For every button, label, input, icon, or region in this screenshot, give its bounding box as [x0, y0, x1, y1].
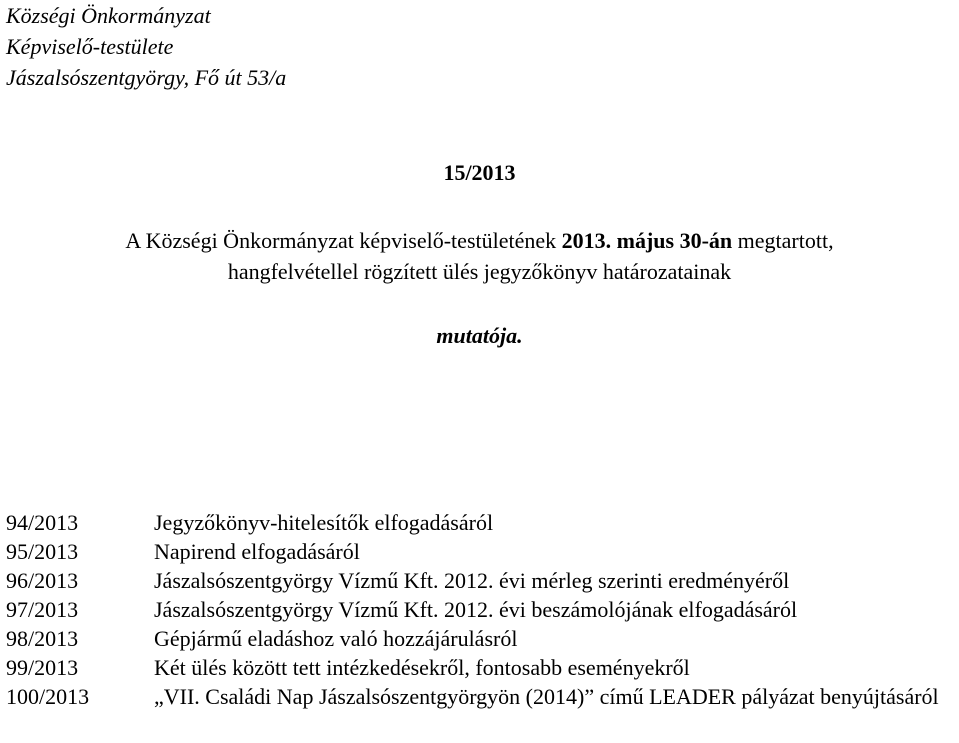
- list-item: [6, 653, 954, 682]
- resolution-title: „VII. Családi Nap Jászalsószentgyörgyön (2014)” című LEADER pályázat benyújtásáról: [154, 684, 939, 709]
- list-item: [6, 537, 954, 566]
- resolution-title: Jászalsószentgyörgy Vízmű Kft. 2012. évi beszámolójának elfogadásáról: [154, 597, 798, 622]
- list-item: [6, 624, 954, 653]
- org-address: Jászalsószentgyörgy, Fő út 53/a: [6, 65, 287, 90]
- resolution-number: 94/2013: [6, 510, 79, 535]
- org-name: Községi Önkormányzat: [6, 3, 211, 28]
- resolution-title: Jászalsószentgyörgy Vízmű Kft. 2012. évi mérleg szerinti eredményéről: [154, 568, 790, 593]
- intro-line-2: hangfelvétellel rögzített ülés jegyzőkönyv határozatainak: [227, 259, 732, 284]
- subtitle: mutatója.: [436, 323, 523, 348]
- letterhead: [6, 0, 286, 93]
- resolution-title: Gépjármű eladáshoz való hozzájárulásról: [154, 626, 518, 651]
- resolution-number: 96/2013: [6, 568, 79, 593]
- intro-part-2: megtartott,: [732, 228, 834, 253]
- resolution-number: 100/2013: [6, 684, 90, 709]
- org-body: Képviselő-testülete: [6, 34, 174, 59]
- intro-text: [0, 225, 959, 287]
- resolution-title: Jegyzőkönyv-hitelesítők elfogadásáról: [154, 510, 494, 535]
- resolution-number: 95/2013: [6, 539, 79, 564]
- resolution-list: [6, 508, 954, 711]
- list-item: [6, 682, 954, 711]
- document-number: 15/2013: [443, 160, 516, 185]
- intro-part-1: A Községi Önkormányzat képviselő-testületének: [125, 228, 562, 253]
- resolution-title: Napirend elfogadásáról: [154, 539, 360, 564]
- resolution-number: 97/2013: [6, 597, 79, 622]
- intro-line-1: [0, 225, 959, 256]
- list-item: [6, 508, 954, 537]
- resolution-number: 99/2013: [6, 655, 79, 680]
- resolution-title: Két ülés között tett intézkedésekről, fontosabb eseményekről: [154, 655, 690, 680]
- resolution-number: 98/2013: [6, 626, 79, 651]
- list-item: [6, 595, 954, 624]
- list-item: [6, 566, 954, 595]
- meeting-date: 2013. május 30-án: [561, 228, 733, 253]
